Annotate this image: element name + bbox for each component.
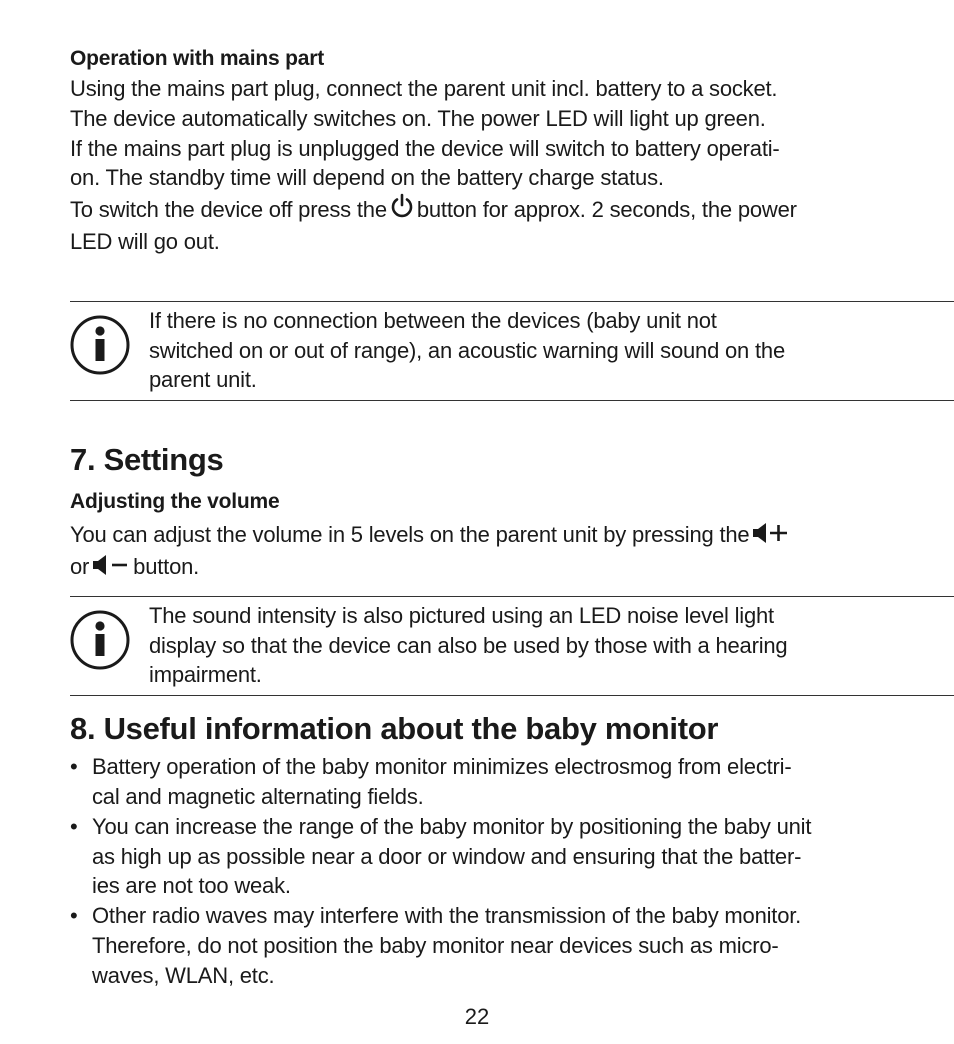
bullet-line: ies are not too weak. — [92, 873, 291, 899]
note-line: switched on or out of range), an acoustic warning will sound on the — [149, 337, 785, 363]
volume-heading: Adjusting the volume — [70, 490, 280, 514]
volume-line-text: You can adjust the volume in 5 levels on the parent unit by pressing the — [70, 522, 750, 548]
switch-off-end: LED will go out. — [70, 228, 220, 254]
volume-line-2 — [70, 552, 886, 584]
note-line: parent unit. — [149, 367, 257, 393]
bullet-marker: • — [70, 813, 78, 839]
useful-list — [70, 752, 886, 990]
switch-off-line — [70, 193, 886, 227]
volume-text — [70, 520, 886, 584]
note-line: impairment. — [149, 662, 262, 688]
page-number: 22 — [464, 1004, 490, 1029]
list-item — [70, 901, 886, 990]
info-note-connection — [70, 301, 954, 401]
info-icon — [70, 315, 130, 380]
mains-line: Using the mains part plug, connect the parent unit incl. battery to a socket. — [70, 76, 778, 101]
mains-line: on. The standby time will depend on the battery charge status. — [70, 165, 664, 191]
switch-off-before: To switch the device off press the — [70, 197, 387, 223]
mains-heading: Operation with mains part — [70, 47, 325, 70]
note-text — [149, 601, 954, 690]
switch-off-after: button for approx. 2 seconds, the power — [416, 197, 797, 223]
list-item — [70, 812, 886, 901]
bullet-line: Other radio waves may interfere with the transmission of the baby monitor. — [92, 903, 802, 929]
manual-page — [70, 44, 886, 991]
list-item — [70, 752, 886, 812]
power-icon — [389, 193, 415, 227]
useful-title: 8. Useful information about the baby monitor — [70, 711, 719, 747]
bullet-line: as high up as possible near a door or window and ensuring that the batter- — [92, 843, 802, 869]
volume-up-icon — [751, 522, 791, 552]
mains-line: The device automatically switches on. The power LED will light up green. — [70, 105, 766, 131]
mains-text — [70, 74, 886, 257]
volume-or-text: or — [70, 553, 90, 579]
info-icon — [70, 610, 130, 675]
note-line: If there is no connection between the devices (baby unit not — [149, 307, 717, 333]
info-note-led — [70, 596, 954, 696]
bullet-line: waves, WLAN, etc. — [92, 962, 275, 988]
volume-down-icon — [91, 554, 131, 584]
bullet-line: Battery operation of the baby monitor minimizes electrosmog from electri- — [92, 754, 792, 780]
volume-end-text: button. — [133, 553, 200, 579]
bullet-line: cal and magnetic alternating fields. — [92, 783, 424, 809]
note-line: The sound intensity is also pictured using an LED noise level light — [149, 602, 774, 628]
bullet-line: Therefore, do not position the baby monitor near devices such as micro- — [92, 932, 779, 958]
note-line: display so that the device can also be used by those with a hearing — [149, 632, 788, 658]
settings-title: 7. Settings — [70, 442, 224, 478]
bullet-marker: • — [70, 754, 78, 780]
mains-line: If the mains part plug is unplugged the device will switch to battery operati- — [70, 135, 780, 161]
bullet-marker: • — [70, 903, 78, 929]
bullet-line: You can increase the range of the baby monitor by positioning the baby unit — [92, 813, 812, 839]
note-text — [149, 306, 954, 395]
volume-line — [70, 520, 886, 552]
